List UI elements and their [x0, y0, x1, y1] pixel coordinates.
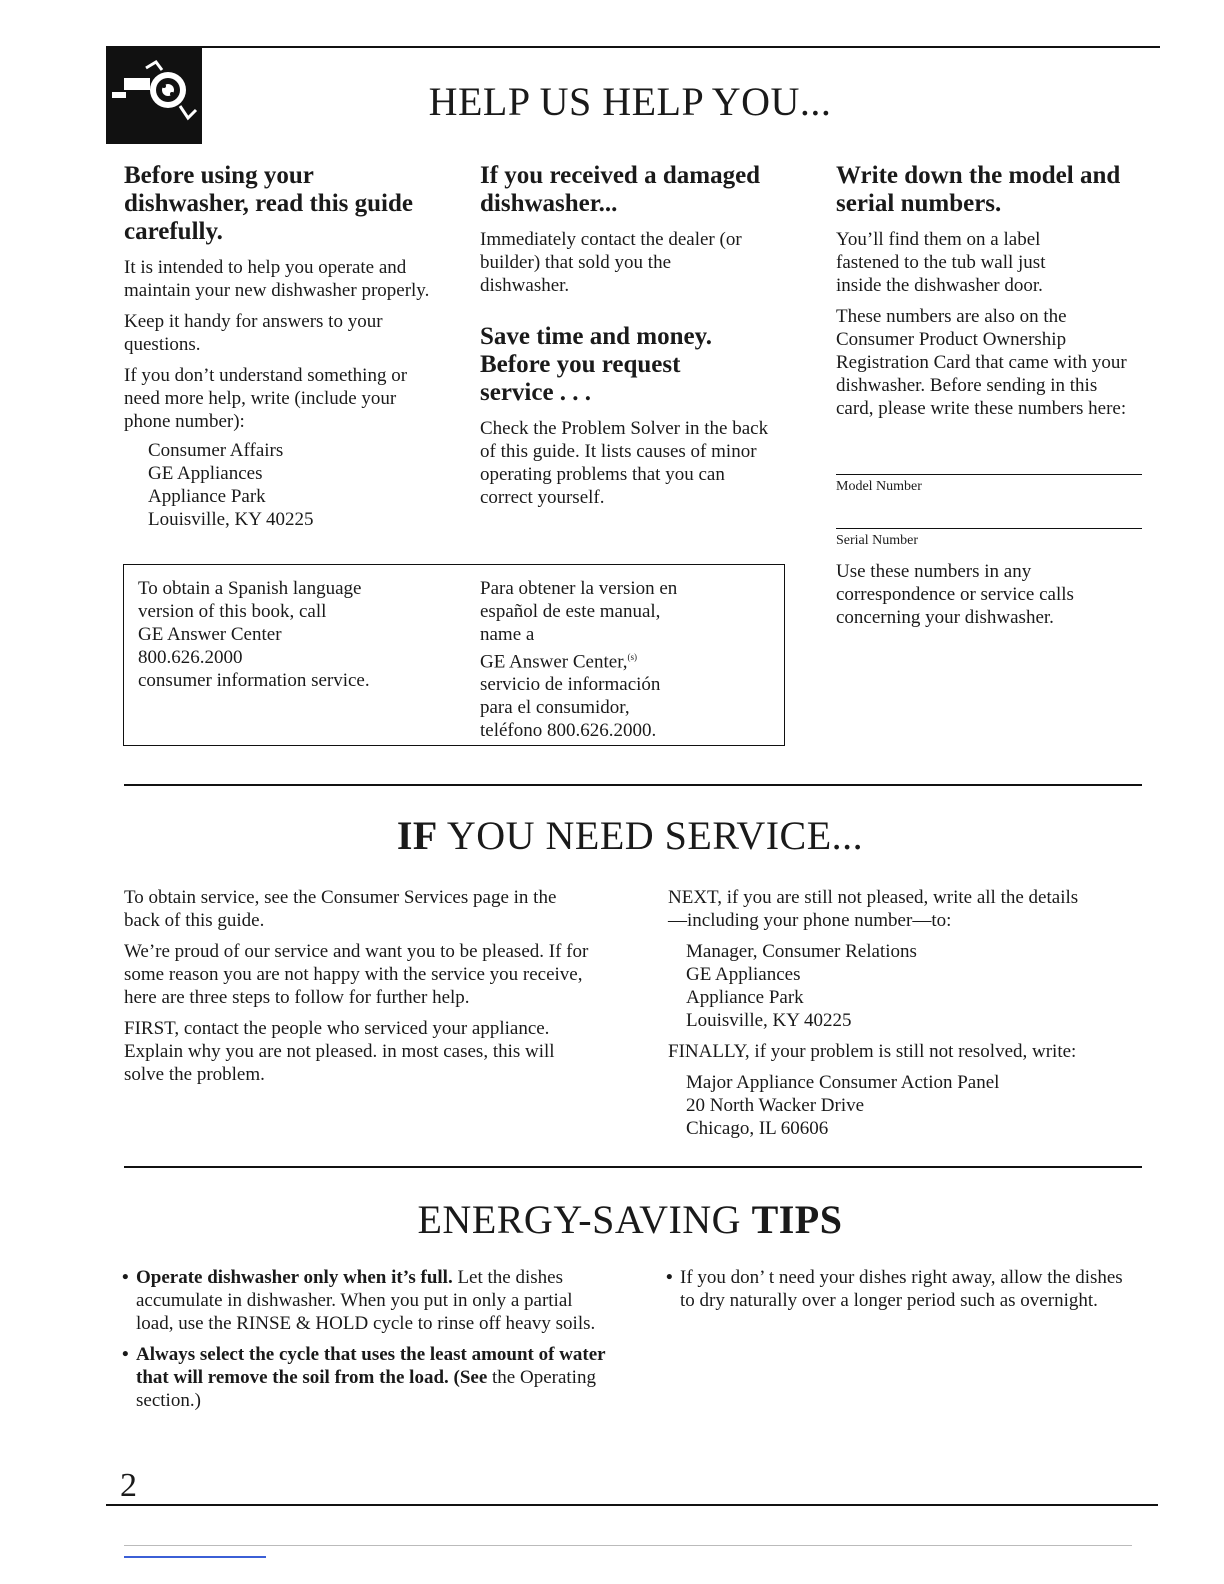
box-line: teléfono 800.626.2000. [480, 720, 657, 742]
address-line: Consumer Affairs [148, 440, 284, 461]
tip-3-text: If you don’ t need your dishes right away, allow the dishes to dry naturally over a longer period such as overnight. [680, 1267, 1123, 1311]
service-title-rest: YOU NEED SERVICE... [437, 813, 864, 858]
energy-tip-2 [122, 1343, 606, 1412]
help-column-3 [836, 162, 1142, 420]
spanish-language-box [123, 564, 785, 746]
tip-1-bold: Operate dishwasher only when it’s full. [136, 1267, 453, 1288]
address-line: GE Appliances [686, 964, 801, 985]
col3-heading: Write down the model and serial numbers. [836, 162, 1121, 217]
energy-left-column [122, 1266, 606, 1412]
address-line: GE Appliances [148, 463, 263, 484]
help-section-title: HELP US HELP YOU... [428, 79, 832, 124]
address-line: Appliance Park [148, 486, 266, 507]
tip-2-text: the Operating section.) [136, 1367, 596, 1411]
action-panel-address [668, 1071, 1142, 1140]
consumer-affairs-address [124, 439, 444, 531]
service-paragraph-2: We’re proud of our service and want you to be pleased. If for some reason you are not happy with the service you receive, here are three steps to follow for further help. [124, 941, 589, 1008]
col2-heading-damaged: If you received a damaged dishwasher... [480, 162, 761, 217]
top-rule [106, 46, 1160, 48]
box-line-text: GE Answer Center, [480, 651, 628, 673]
box-line: español de este manual, [480, 601, 661, 622]
address-line: Manager, Consumer Relations [686, 941, 917, 962]
energy-right-column [666, 1266, 1136, 1312]
box-line [480, 646, 780, 673]
box-line: consumer information service. [138, 670, 370, 691]
energy-section-rule [124, 1166, 1142, 1168]
serial-number-label: Serial Number [836, 533, 919, 548]
serial-number-line [836, 528, 1142, 529]
model-number-label: Model Number [836, 479, 922, 494]
service-right-column [668, 886, 1142, 1140]
service-section-title [300, 813, 960, 858]
col3-paragraph-1: You’ll find them on a label fastened to the tub wall just inside the dishwasher door. [836, 229, 1046, 296]
bottom-rule [106, 1504, 1158, 1506]
service-next-paragraph: NEXT, if you are still not pleased, write all the details—including your phone number—to: [668, 887, 1079, 931]
box-line: name a [480, 624, 535, 645]
box-line: servicio de información [480, 674, 661, 696]
page-number: 2 [120, 1467, 137, 1504]
consumer-relations-address [668, 940, 1142, 1032]
address-line: Major Appliance Consumer Action Panel [686, 1072, 1000, 1093]
col1-heading: Before using your dishwasher, read this guide carefully. [124, 162, 413, 245]
col2-paragraph-2: Check the Problem Solver in the back of this guide. It lists causes of minor operating problems that you can correct yourself. [480, 418, 769, 508]
spanish-box-english [138, 577, 458, 692]
box-line: Para obtener la version en [480, 578, 678, 599]
box-line: version of this book, call [138, 601, 327, 622]
col3-paragraph-2: These numbers are also on the Consumer Product Ownership Registration Card that came with your dishwasher. Before sending in this card, please write these numbers here: [836, 306, 1127, 419]
energy-title-bold: TIPS [751, 1197, 843, 1242]
tip-1-text: Let the dishes accumulate in dishwasher. When you put in only a partial load, use the RINSE & HOLD cycle to rinse off heavy soils. [136, 1267, 596, 1334]
service-paragraph-1: To obtain service, see the Consumer Services page in the back of this guide. [124, 887, 557, 931]
col2-paragraph-1: Immediately contact the dealer (or builder) that sold you the dishwasher. [480, 229, 742, 296]
energy-tip-1 [122, 1266, 606, 1335]
col1-paragraph-1: It is intended to help you operate and maintain your new dishwasher properly. [124, 257, 430, 301]
service-title-bold: IF [396, 813, 438, 858]
box-line: To obtain a Spanish language [138, 578, 362, 599]
service-paragraph-3: FIRST, contact the people who serviced your appliance. Explain why you are not pleased. in most cases, this will solve the problem. [124, 1018, 555, 1085]
tip-2-bold: Always select the cycle that uses the least amount of water that will remove the soil from the load. (See [136, 1344, 606, 1388]
address-line: 20 North Wacker Drive [686, 1095, 865, 1116]
trademark-mark: (s) [627, 652, 638, 662]
col3-paragraph-3: Use these numbers in any correspondence or service calls concerning your dishwasher. [836, 561, 1074, 628]
dishwasher-spray-icon [106, 48, 202, 144]
bullet-icon: • [666, 1267, 673, 1288]
address-line: Louisville, KY 40225 [686, 1010, 852, 1031]
spanish-box-spanish [480, 577, 780, 742]
col1-paragraph-3: If you don’t understand something or need more help, write (include your phone number): [124, 365, 408, 432]
box-line: GE Answer Center [138, 624, 282, 645]
box-line: 800.626.2000 [138, 647, 243, 668]
energy-title-rest: ENERGY-SAVING [417, 1197, 752, 1242]
address-line: Appliance Park [686, 987, 804, 1008]
energy-tip-3 [666, 1266, 1142, 1312]
help-column-1 [124, 162, 444, 531]
col2-heading-save-time: Save time and money. Before you request service . . . [480, 323, 712, 406]
bullet-icon: • [122, 1344, 129, 1365]
footer-thin-rule [124, 1545, 1132, 1546]
service-finally-paragraph: FINALLY, if your problem is still not resolved, write: [668, 1041, 1077, 1062]
help-column-2 [480, 162, 780, 509]
energy-section-title [380, 1197, 880, 1242]
service-left-column [124, 886, 604, 1086]
box-line: para el consumidor, [480, 697, 630, 719]
model-number-line [836, 474, 1142, 475]
address-line: Chicago, IL 60606 [686, 1118, 829, 1139]
address-line: Louisville, KY 40225 [148, 509, 314, 530]
bullet-icon: • [122, 1267, 129, 1288]
col1-paragraph-2: Keep it handy for answers to your questions. [124, 311, 383, 355]
footer-blue-mark [124, 1556, 266, 1558]
service-section-rule [124, 784, 1142, 786]
